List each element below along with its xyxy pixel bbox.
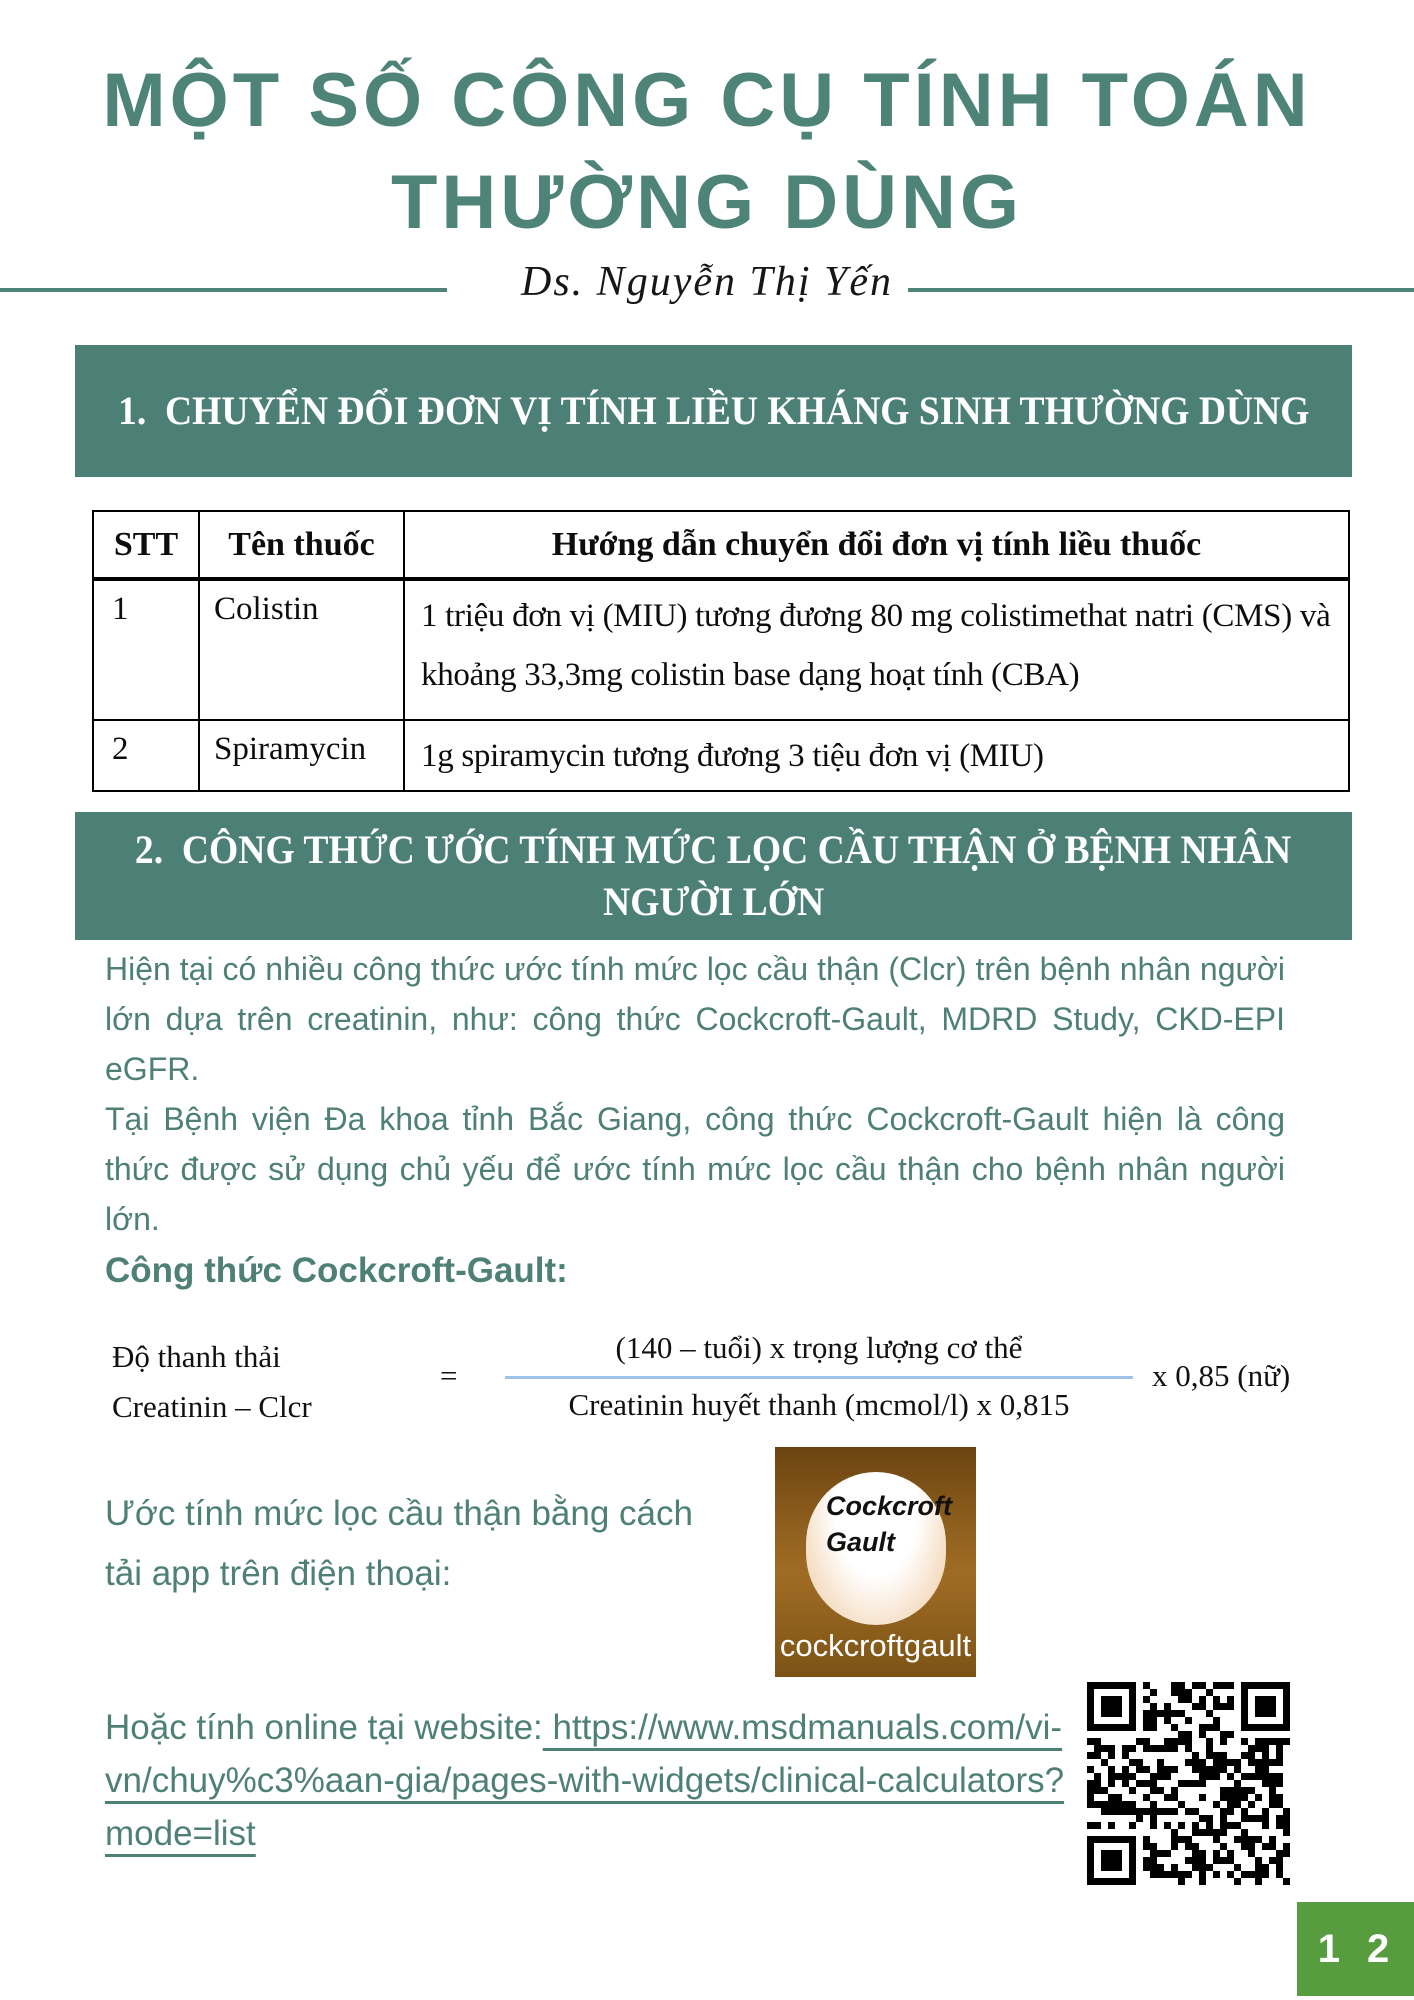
row2-drug-name: Spiramycin [199,720,404,791]
row1-drug-name: Colistin [199,579,404,720]
row1-stt: 1 [93,579,199,720]
conversion-table [92,510,1350,792]
row2-guide: 1g spiramycin tương đương 3 tiệu đơn vị (MIU) [404,720,1349,791]
formula-fraction [505,1330,1133,1423]
website-prefix: Hoặc tính online tại website: [105,1708,543,1747]
section2-heading-line1: 2. CÔNG THỨC ƯỚC TÍNH MỨC LỌC CẦU THẬN Ở BỆNH NHÂN [135,827,1292,872]
app-instruction-line1: Ước tính mức lọc cầu thận bằng cách [105,1494,693,1533]
formula-denominator: Creatinin huyết thanh (mcmol/l) x 0,815 [505,1376,1133,1423]
app-icon-shape [806,1472,953,1625]
paragraph-hospital-usage: Tại Bệnh viện Đa khoa tỉnh Bắc Giang, công thức Cockcroft-Gault hiện là công thức được sử dụng chủ yếu để ước tính mức lọc cầu thận cho bệnh nhân người lớn. [105,1101,1285,1237]
app-icon-text-line1: Cockcroft [826,1491,953,1521]
page-title-line2: THƯỜNG DÙNG [390,160,1024,245]
section2-heading-line2: NGƯỜI LỚN [602,879,825,924]
page-title-line1: MỘT SỐ CÔNG CỤ TÍNH TOÁN [102,58,1312,143]
section1-heading-banner [75,345,1352,477]
body-paragraphs [105,944,1285,1244]
table-header-row [93,511,1349,579]
website-link[interactable]: https://www.msdmanuals.com/vi- [542,1708,1063,1747]
author-divider-right [908,288,1414,292]
app-instruction-line2: tải app trên điện thoại: [105,1554,452,1593]
formula-label: Công thức Cockcroft-Gault: [105,1251,568,1290]
page-title [0,50,1414,254]
author-row [0,258,1414,310]
formula-female-multiplier: x 0,85 (nữ) [1152,1358,1291,1393]
cockcroft-gault-app-icon [775,1447,976,1677]
table-header-guide: Hướng dẫn chuyển đổi đơn vị tính liều thuốc [404,511,1349,579]
row1-guide: 1 triệu đơn vị (MIU) tương đương 80 mg colistimethat natri (CMS) và khoảng 33,3mg colistin base dạng hoạt tính (CBA) [404,579,1349,720]
row2-stt: 2 [93,720,199,791]
app-instruction-text [105,1484,693,1604]
table-header-stt: STT [93,511,199,579]
section2-heading-banner [75,812,1352,940]
formula-equals-sign: = [440,1358,458,1393]
website-link[interactable]: vn/chuy%c3%aan-gia/pages-with-widgets/clinical-calculators? [105,1761,1065,1800]
page-number-badge: 1 2 [1297,1902,1414,1996]
app-icon-text [826,1488,952,1560]
qr-code [1082,1682,1295,1885]
paragraph-formulas-overview: Hiện tại có nhiều công thức ước tính mức lọc cầu thận (Clcr) trên bệnh nhân người lớn dựa trên creatinin, như: công thức Cockcroft-Gault, MDRD Study, CKD-EPI eGFR. [105,951,1285,1087]
website-paragraph [105,1701,1225,1860]
formula-lhs [112,1332,312,1432]
app-icon-text-line2: Gault [826,1527,896,1557]
section1-heading: 1. CHUYỂN ĐỔI ĐƠN VỊ TÍNH LIỀU KHÁNG SINH THƯỜNG DÙNG [117,388,1310,433]
formula-numerator: (140 – tuổi) x trọng lượng cơ thể [615,1330,1023,1365]
author-name: Ds. Nguyễn Thị Yến [521,259,893,305]
website-link[interactable]: mode=list [105,1814,256,1853]
table-row [93,720,1349,791]
app-icon-label: cockcroftgault [779,1628,972,1663]
table-header-drug: Tên thuốc [199,511,404,579]
formula-lhs-line2: Creatinin – Clcr [112,1389,312,1424]
table-row [93,579,1349,720]
formula-lhs-line1: Độ thanh thải [112,1339,281,1374]
